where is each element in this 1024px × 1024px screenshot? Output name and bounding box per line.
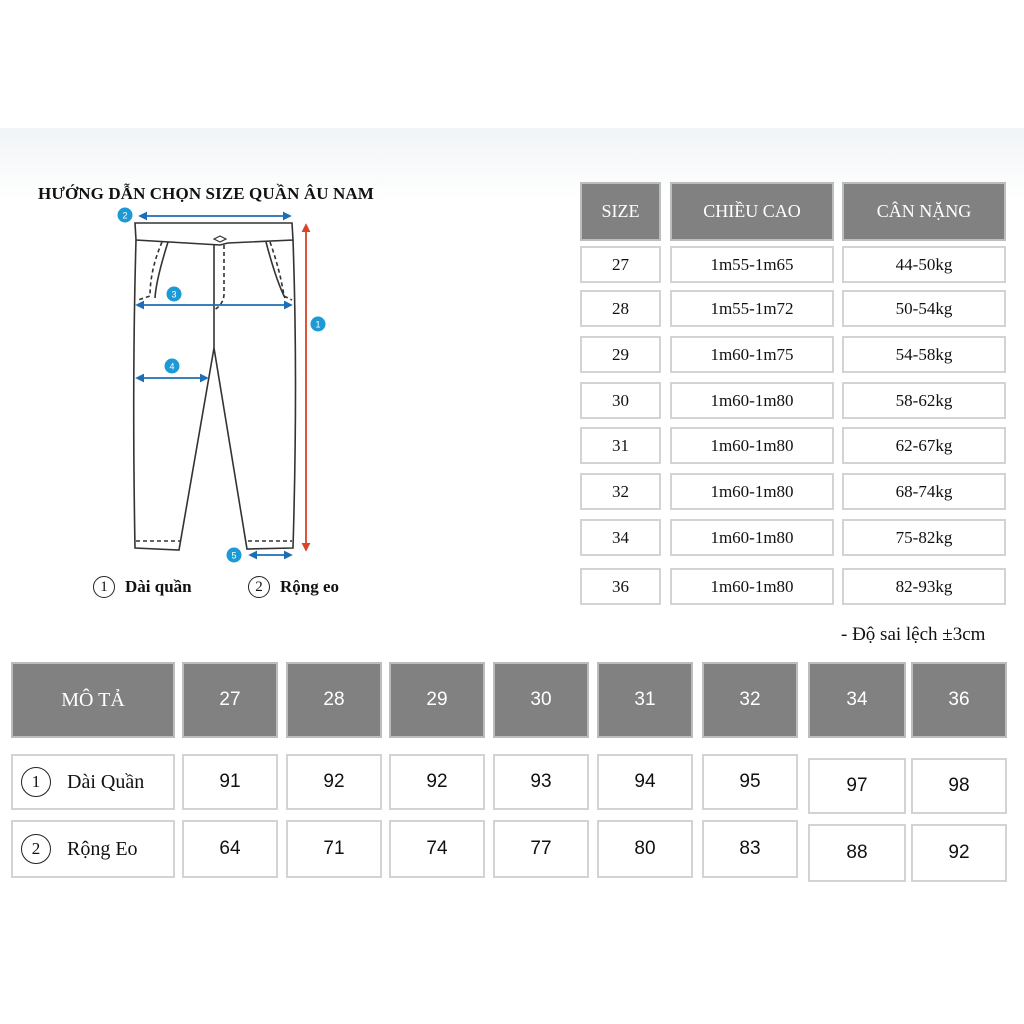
cell-value: 74	[389, 820, 485, 878]
svg-text:5: 5	[231, 550, 237, 561]
cell-value: 94	[597, 754, 693, 810]
header-size-30: 30	[493, 662, 589, 738]
legend-number: 2	[248, 576, 270, 598]
header-size-34: 34	[808, 662, 906, 738]
svg-text:2: 2	[122, 210, 128, 221]
cell-value: 93	[493, 754, 589, 810]
cell-height: 1m60-1m80	[670, 427, 834, 464]
cell-height: 1m55-1m65	[670, 246, 834, 283]
row-number: 2	[21, 834, 51, 864]
cell-weight: 82-93kg	[842, 568, 1006, 605]
header-size-27: 27	[182, 662, 278, 738]
svg-text:1: 1	[315, 319, 321, 330]
marker-hem	[227, 548, 242, 563]
trouser-outline	[134, 223, 296, 550]
legend-number: 1	[93, 576, 115, 598]
cell-value: 71	[286, 820, 382, 878]
cell-size: 31	[580, 427, 661, 464]
marker-length	[311, 317, 326, 332]
header-height: CHIỀU CAO	[670, 182, 834, 241]
marker-hip	[167, 287, 182, 302]
header-size-32: 32	[702, 662, 798, 738]
svg-text:3: 3	[171, 289, 177, 300]
trouser-diagram	[100, 200, 360, 575]
cell-value: 92	[911, 824, 1007, 882]
cell-size: 30	[580, 382, 661, 419]
cell-weight: 75-82kg	[842, 519, 1006, 556]
cell-value: 97	[808, 758, 906, 814]
header-size-28: 28	[286, 662, 382, 738]
cell-value: 91	[182, 754, 278, 810]
legend-length	[93, 576, 192, 598]
legend-label: Rộng eo	[280, 577, 340, 596]
header-size-36: 36	[911, 662, 1007, 738]
cell-weight: 44-50kg	[842, 246, 1006, 283]
marker-thigh	[165, 359, 180, 374]
row-label-text: Dài Quần	[67, 770, 145, 793]
row-label-text: Rộng Eo	[67, 837, 138, 860]
cell-weight: 54-58kg	[842, 336, 1006, 373]
cell-value: 83	[702, 820, 798, 878]
guide-title: HƯỚNG DẪN CHỌN SIZE QUẦN ÂU NAM	[38, 184, 374, 203]
cell-size: 27	[580, 246, 661, 283]
legend-waist	[248, 576, 339, 598]
header-description: MÔ TẢ	[11, 662, 175, 738]
cell-value: 80	[597, 820, 693, 878]
cell-weight: 62-67kg	[842, 427, 1006, 464]
cell-value: 64	[182, 820, 278, 878]
row-label	[11, 754, 175, 810]
row-label	[11, 820, 175, 878]
marker-waist	[118, 208, 133, 223]
cell-value: 88	[808, 824, 906, 882]
cell-height: 1m60-1m80	[670, 473, 834, 510]
cell-value: 95	[702, 754, 798, 810]
cell-value: 77	[493, 820, 589, 878]
header-size: SIZE	[580, 182, 661, 241]
cell-height: 1m60-1m75	[670, 336, 834, 373]
row-number: 1	[21, 767, 51, 797]
cell-size: 28	[580, 290, 661, 327]
cell-weight: 50-54kg	[842, 290, 1006, 327]
cell-value: 92	[286, 754, 382, 810]
cell-size: 32	[580, 473, 661, 510]
cell-height: 1m60-1m80	[670, 519, 834, 556]
legend-label: Dài quần	[125, 577, 192, 596]
header-size-31: 31	[597, 662, 693, 738]
cell-height: 1m55-1m72	[670, 290, 834, 327]
cell-weight: 58-62kg	[842, 382, 1006, 419]
svg-text:4: 4	[169, 361, 175, 372]
cell-height: 1m60-1m80	[670, 382, 834, 419]
header-size-29: 29	[389, 662, 485, 738]
cell-size: 36	[580, 568, 661, 605]
cell-height: 1m60-1m80	[670, 568, 834, 605]
cell-value: 98	[911, 758, 1007, 814]
cell-weight: 68-74kg	[842, 473, 1006, 510]
cell-size: 34	[580, 519, 661, 556]
cell-size: 29	[580, 336, 661, 373]
cell-value: 92	[389, 754, 485, 810]
tolerance-note: - Độ sai lệch ±3cm	[841, 624, 986, 645]
header-weight: CÂN NẶNG	[842, 182, 1006, 241]
